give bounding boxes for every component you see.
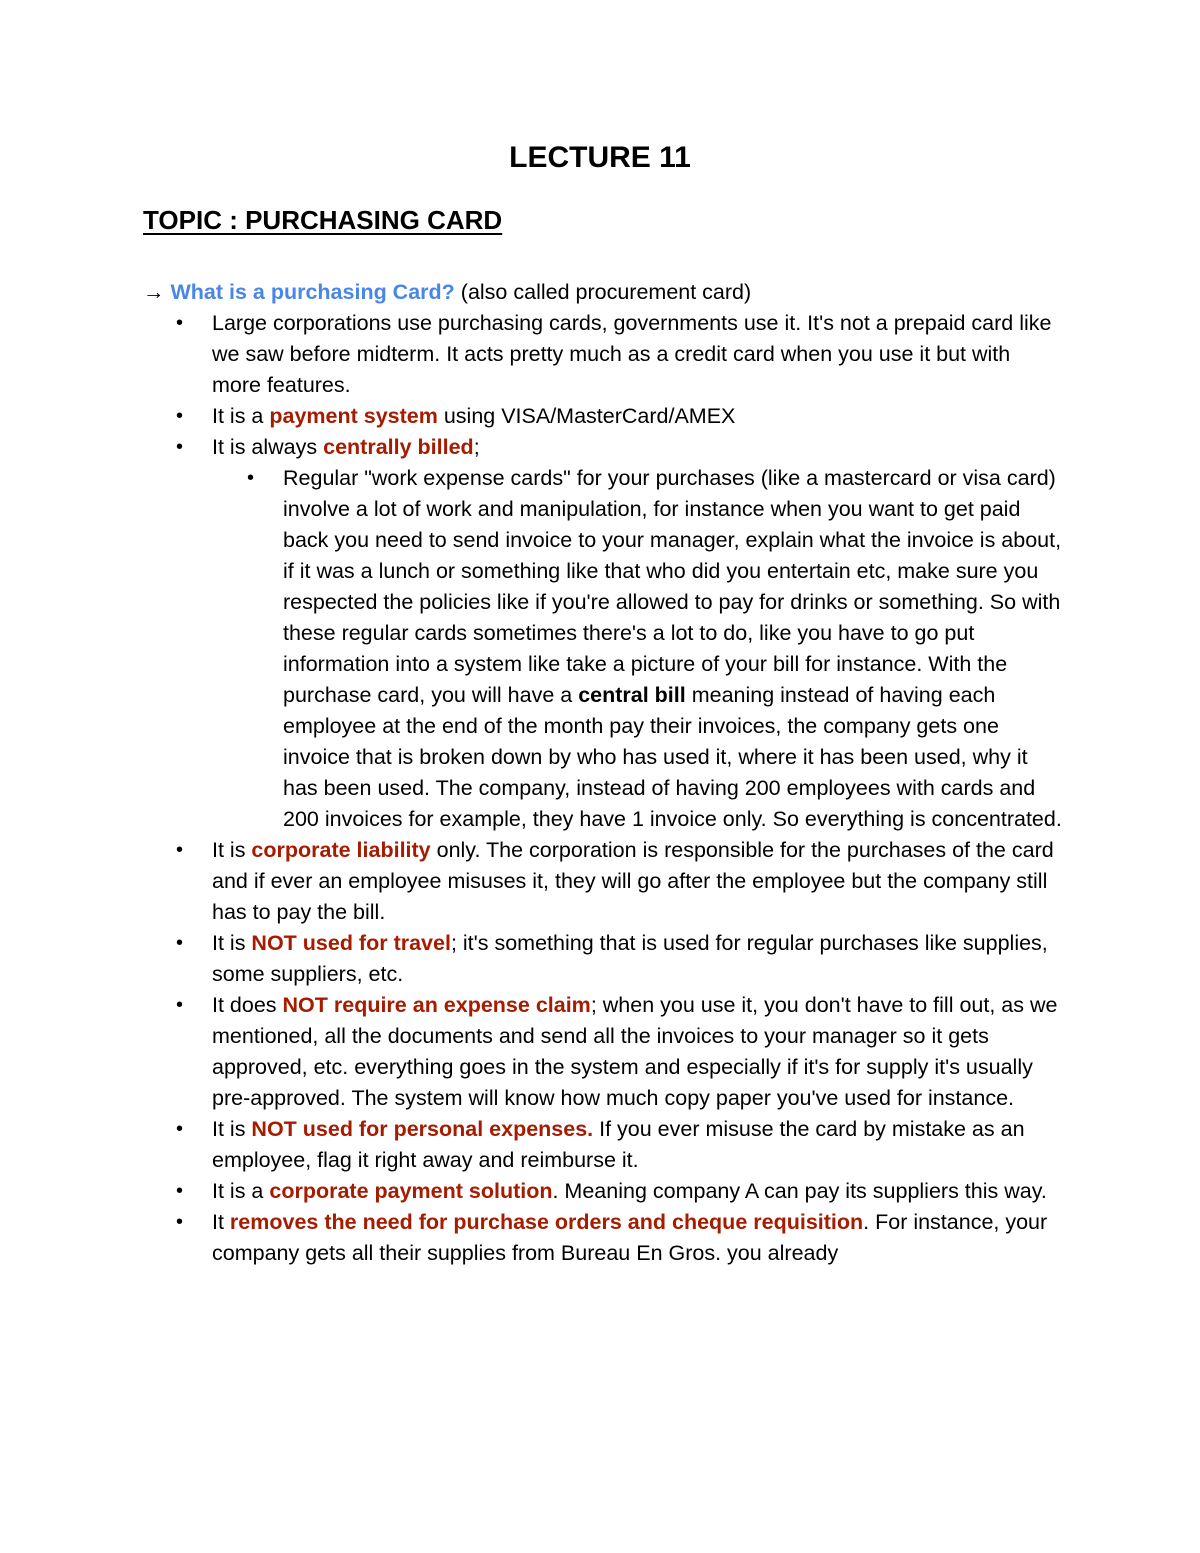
list-item xyxy=(212,401,1064,432)
bullet-list xyxy=(212,308,1064,1269)
bullet-text: ; xyxy=(473,435,480,459)
bullet-text: ; when you use it, you don't have to fill out, as we mentioned, all the documents and send all the invoices to your manager so it gets approved, etc. everything goes in the system and especially if it's for supply it's usually pre-approved. The system will know how much copy paper you've used for instance. xyxy=(212,993,1058,1110)
bullet-text: . Meaning company A can pay its suppliers this way. xyxy=(552,1179,1047,1203)
list-item xyxy=(212,928,1064,990)
bullet-text: ; it's something that is used for regular purchases like supplies, some suppliers, etc. xyxy=(212,931,1048,986)
highlight-term: removes the need for purchase orders and cheque requisition xyxy=(229,1210,864,1234)
bullet-text: It does xyxy=(212,993,283,1017)
bold-term: central bill xyxy=(578,683,686,707)
list-item xyxy=(212,432,1064,835)
highlight-term: NOT require an expense claim xyxy=(282,993,591,1017)
highlight-term: corporate payment solution xyxy=(269,1179,553,1203)
highlight-term: NOT used for travel xyxy=(251,931,451,955)
list-item xyxy=(212,1176,1064,1207)
arrow-glyph: → xyxy=(143,280,171,304)
bullet-text: It is a xyxy=(212,404,270,428)
bullet-text: It is always xyxy=(212,435,324,459)
intro-line xyxy=(143,277,1063,308)
highlight-term: corporate liability xyxy=(251,838,431,862)
sub-bullet-list xyxy=(212,463,1064,835)
list-item xyxy=(212,1114,1064,1176)
bullet-text: It is xyxy=(212,931,252,955)
bullet-text: meaning instead of having each employee at the end of the month pay their invoices, the company gets one invoice that is broken down by who has used it, where it has been used, why it has been used. The company, instead of having 200 employees with cards and 200 invoices for example, they have 1 invoice only. So everything is concentrated. xyxy=(283,683,1062,831)
bullet-text: It is xyxy=(212,838,252,862)
list-item xyxy=(212,1207,1064,1269)
bullet-text: only. The corporation is responsible for the purchases of the card and if ever an employee misuses it, they will go after the employee but the company still has to pay the bill. xyxy=(212,838,1054,924)
list-item xyxy=(283,463,1064,835)
highlight-term: NOT used for personal expenses. xyxy=(251,1117,594,1141)
bullet-text: Large corporations use purchasing cards, governments use it. It's not a prepaid card like we saw before midterm. It acts pretty much as a credit card when you use it but with more features. xyxy=(212,311,1052,397)
bullet-text: using VISA/MasterCard/AMEX xyxy=(437,404,736,428)
bullet-text: It xyxy=(212,1210,230,1234)
highlight-term: payment system xyxy=(269,404,438,428)
lecture-title: LECTURE 11 xyxy=(509,141,691,174)
bullet-text: If you ever misuse the card by mistake as an employee, flag it right away and reimburse it. xyxy=(212,1117,1025,1172)
bullet-text: . For instance, your company gets all their supplies from Bureau En Gros. you already xyxy=(212,1210,1048,1265)
list-item xyxy=(212,308,1064,401)
bullet-text: It is xyxy=(212,1117,252,1141)
topic-heading: TOPIC : PURCHASING CARD xyxy=(143,205,503,235)
intro-note: (also called procurement card) xyxy=(454,280,752,304)
list-item xyxy=(212,835,1064,928)
list-item xyxy=(212,990,1064,1114)
highlight-term: centrally billed xyxy=(323,435,474,459)
bullet-text: It is a xyxy=(212,1179,270,1203)
bullet-text: Regular "work expense cards" for your purchases (like a mastercard or visa card) involve a lot of work and manipulation, for instance when you want to get paid back you need to send invoice to your manager, explain what the invoice is about, if it was a lunch or something like that who did you entertain etc, make sure you respected the policies like if you're allowed to pay for drinks or something. So with these regular cards sometimes there's a lot to do, like you have to go put information into a system like take a picture of your bill for instance. With the purchase card, you will have a xyxy=(283,466,1062,707)
intro-question: What is a purchasing Card? xyxy=(170,280,455,304)
